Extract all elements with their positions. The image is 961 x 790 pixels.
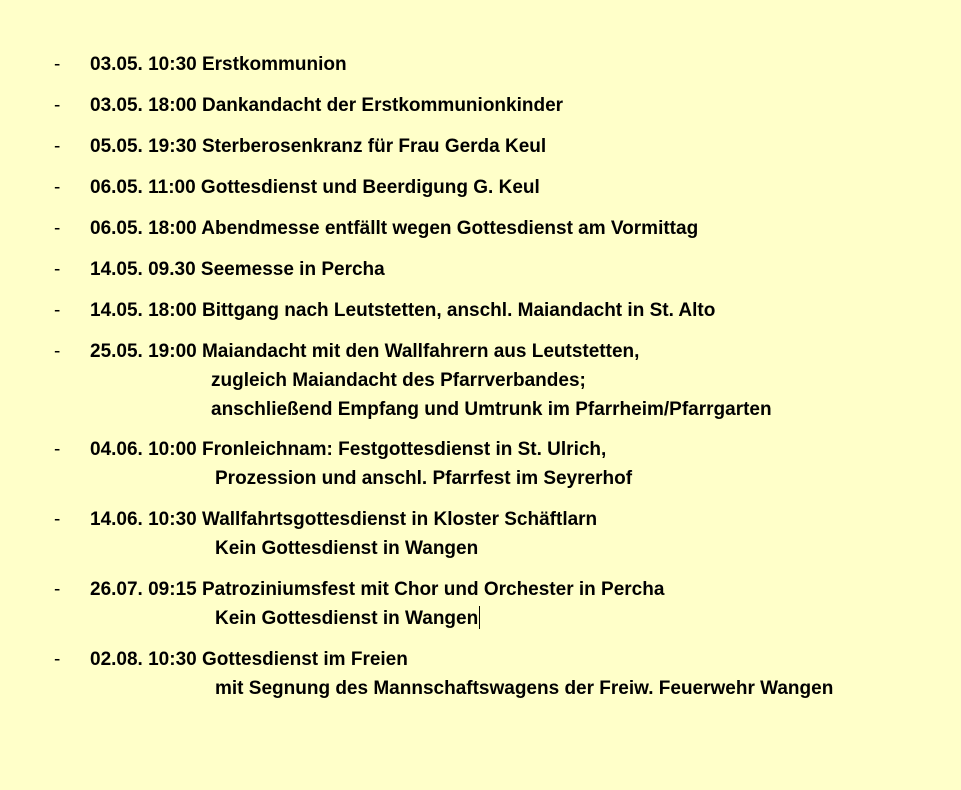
list-dash: - — [54, 579, 61, 600]
entry-continuation-line[interactable] — [215, 604, 480, 633]
list-dash: - — [54, 300, 61, 321]
entry-continuation-line: Kein Gottesdienst in Wangen — [215, 538, 479, 559]
list-dash: - — [54, 177, 61, 198]
text-cursor — [479, 606, 480, 629]
entry-line: 06.05. 18:00 Abendmesse entfällt wegen Gottesdienst am Vormittag — [90, 218, 699, 239]
list-dash: - — [54, 218, 61, 239]
entry-continuation-line: anschließend Empfang und Umtrunk im Pfarrheim/Pfarrgarten — [211, 399, 772, 420]
list-dash: - — [54, 439, 61, 460]
list-dash: - — [54, 259, 61, 280]
entry-line: 14.05. 18:00 Bittgang nach Leutstetten, anschl. Maiandacht in St. Alto — [90, 300, 716, 321]
entry-continuation-line: zugleich Maiandacht des Pfarrverbandes; — [211, 370, 586, 391]
entry-line: 14.05. 09.30 Seemesse in Percha — [90, 259, 385, 280]
entry-line: 25.05. 19:00 Maiandacht mit den Wallfahrern aus Leutstetten, — [90, 341, 640, 362]
entry-continuation-line: mit Segnung des Mannschaftswagens der Freiw. Feuerwehr Wangen — [215, 678, 834, 699]
entry-line: 26.07. 09:15 Patroziniumsfest mit Chor und Orchester in Percha — [90, 579, 665, 600]
entry-line: 02.08. 10:30 Gottesdienst im Freien — [90, 649, 408, 670]
list-dash: - — [54, 136, 61, 157]
entry-continuation-line: Prozession und anschl. Pfarrfest im Seyrerhof — [215, 468, 633, 489]
list-dash: - — [54, 95, 61, 116]
entry-line: 06.05. 11:00 Gottesdienst und Beerdigung G. Keul — [90, 177, 540, 198]
entry-line: 04.06. 10:00 Fronleichnam: Festgottesdienst in St. Ulrich, — [90, 439, 607, 460]
entry-line: 14.06. 10:30 Wallfahrtsgottesdienst in Kloster Schäftlarn — [90, 509, 598, 530]
list-dash: - — [54, 54, 61, 75]
entry-line: 05.05. 19:30 Sterberosenkranz für Frau Gerda Keul — [90, 136, 547, 157]
entry-line: 03.05. 18:00 Dankandacht der Erstkommunionkinder — [90, 95, 564, 116]
entry-continuation-text: Kein Gottesdienst in Wangen — [215, 608, 479, 629]
list-dash: - — [54, 509, 61, 530]
list-dash: - — [54, 649, 61, 670]
entry-line: 03.05. 10:30 Erstkommunion — [90, 54, 347, 75]
list-dash: - — [54, 341, 61, 362]
